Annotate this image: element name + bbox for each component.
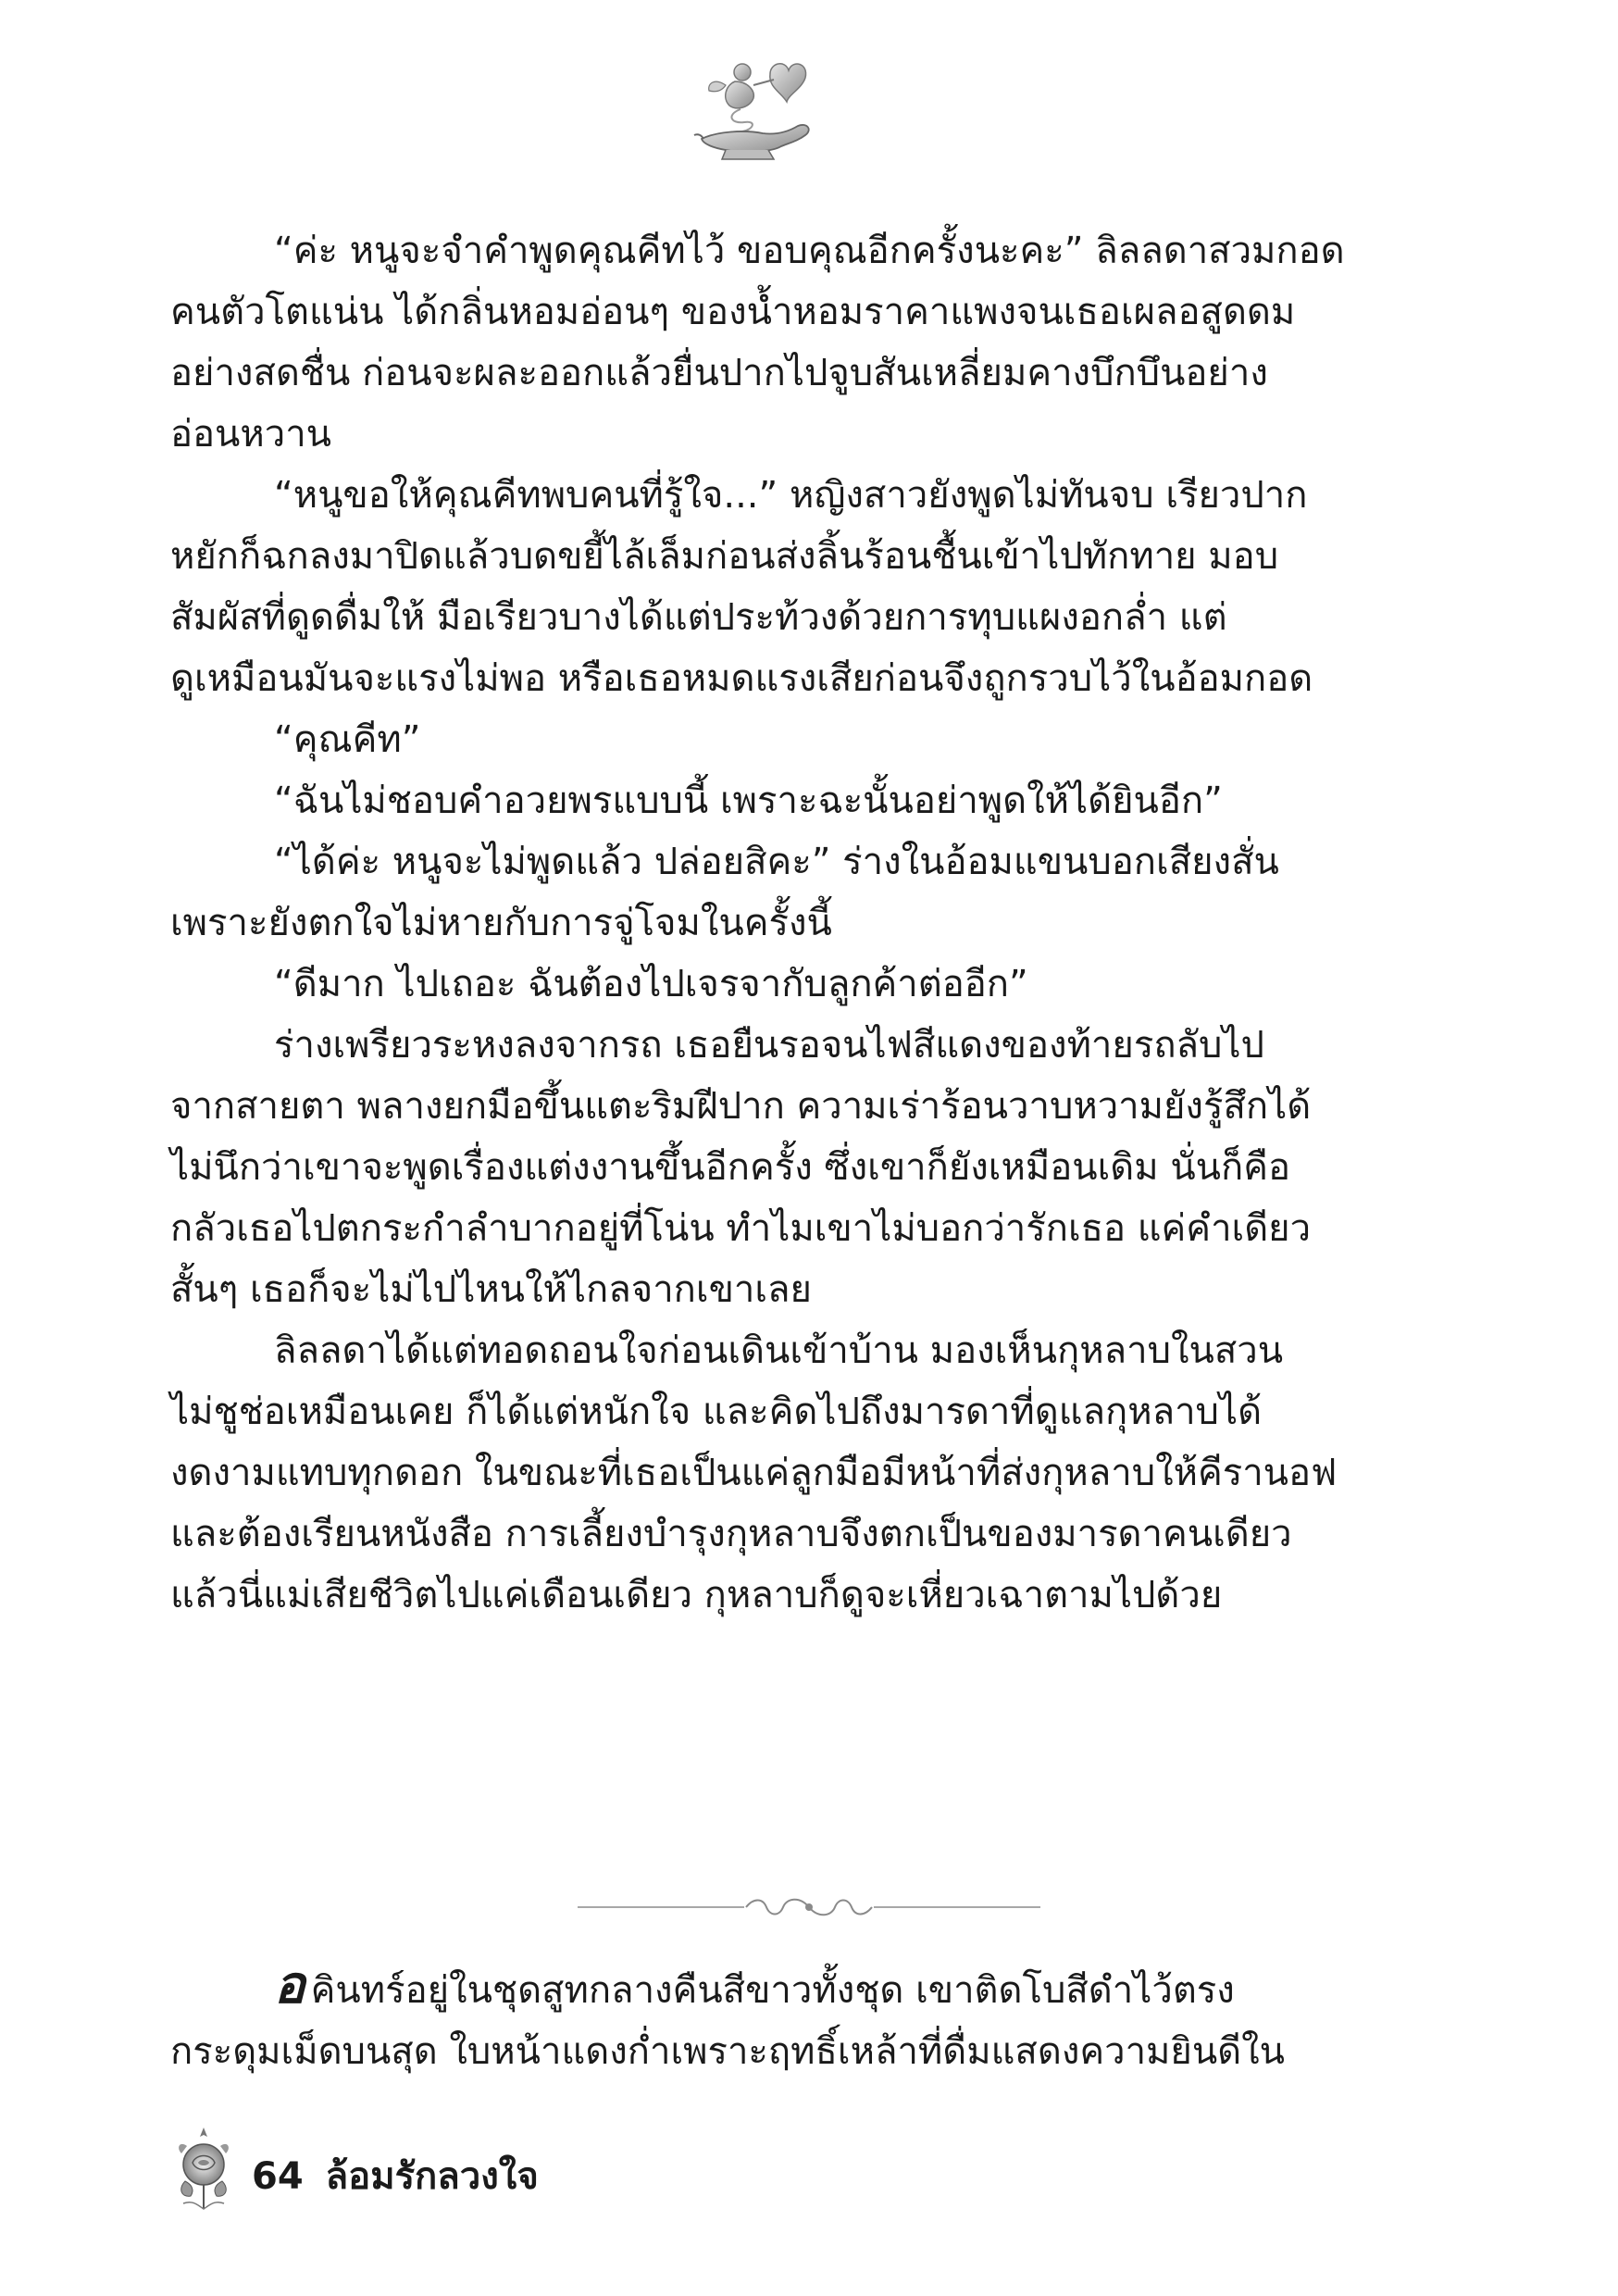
text-line: “ฉันไม่ชอบคำอวยพรแบบนี้ เพราะฉะนั้นอย่าพูดให้ได้ยินอีก”	[274, 780, 1223, 822]
page-footer	[167, 2120, 722, 2222]
text-line: ลิลลดาได้แต่ทอดถอนใจก่อนเดินเข้าบ้าน มองเห็นกุหลาบในสวน	[274, 1329, 1284, 1372]
text-line: ไม่นึกว่าเขาจะพูดเรื่องแต่งงานขึ้นอีกครั้ง ซึ่งเขาก็ยังเหมือนเดิม นั่นก็คือ	[170, 1146, 1290, 1189]
text-line: แล้วนี่แม่เสียชีวิตไปแค่เดือนเดียว กุหลาบก็ดูจะเหี่ยวเฉาตามไปด้วย	[170, 1574, 1223, 1616]
flourish-divider-icon	[578, 1889, 1040, 1926]
text-line: “คุณคีท”	[274, 718, 421, 761]
section-2-line-1: อ คินทร์อยู่ในชุดสูทกลางคืนสีขาวทั้งชุด เขาติดโบสีดำไว้ตรง	[274, 1955, 1235, 2015]
text-line: “ค่ะ หนูจะจำคำพูดคุณคีทไว้ ขอบคุณอีกครั้งนะคะ” ลิลลดาสวมกอด	[274, 230, 1345, 272]
text-line: สัมผัสที่ดูดดื่มให้ มือเรียวบางได้แต่ประท้วงด้วยการทุบแผงอกล่ำ แต่	[170, 596, 1227, 639]
text-line: เพราะยังตกใจไม่หายกับการจู่โจมในครั้งนี้	[170, 902, 832, 944]
text-line: อย่างสดชื่น ก่อนจะผละออกแล้วยื่นปากไปจูบสันเหลี่ยมคางบึกบึนอย่าง	[170, 352, 1268, 394]
text-line: กลัวเธอไปตกระกำลำบากอยู่ที่โน่น ทำไมเขาไม่บอกว่ารักเธอ แค่คำเดียว	[170, 1207, 1312, 1250]
text-line: งดงามแทบทุกดอก ในขณะที่เธอเป็นแค่ลูกมือมีหน้าที่ส่งกุหลาบให้คีรานอฟ	[170, 1452, 1338, 1494]
section-2-text	[170, 1955, 1353, 2082]
text-line: ร่างเพรียวระหงลงจากรถ เธอยืนรอจนไฟสีแดงของท้ายรถลับไป	[274, 1024, 1264, 1067]
text-line: อ่อนหวาน	[170, 413, 332, 455]
text-line: จากสายตา พลางยกมือขึ้นแตะริมฝีปาก ความเร่าร้อนวาบหวามยังรู้สึกได้	[170, 1085, 1312, 1128]
text-line: “ดีมาก ไปเถอะ ฉันต้องไปเจรจากับลูกค้าต่ออีก”	[274, 963, 1028, 1005]
rose-ornament-icon	[167, 2120, 241, 2213]
footer-text	[252, 2153, 561, 2200]
text-line: สั้นๆ เธอก็จะไม่ไปไหนให้ไกลจากเขาเลย	[170, 1268, 812, 1311]
section-2-line-2: กระดุมเม็ดบนสุด ใบหน้าแดงก่ำเพราะฤทธิ์เหล้าที่ดื่มแสดงความยินดีใน	[170, 2030, 1286, 2073]
book-title: ล้อมรักลวงใจ	[325, 2155, 539, 2198]
text-line: ดูเหมือนมันจะแรงไม่พอ หรือเธอหมดแรงเสียก่อนจึงถูกรวบไว้ในอ้อมกอด	[170, 657, 1313, 700]
body-text	[170, 220, 1353, 1626]
text-line: และต้องเรียนหนังสือ การเลี้ยงบำรุงกุหลาบจึงตกเป็นของมารดาคนเดียว	[170, 1513, 1292, 1555]
cupid-lamp-ornament-icon	[689, 54, 818, 163]
text-line: หยักก็ฉกลงมาปิดแล้วบดขยี้ไล้เล็มก่อนส่งลิ้นร้อนชื้นเข้าไปทักทาย มอบ	[170, 535, 1279, 578]
text-line: “ได้ค่ะ หนูจะไม่พูดแล้ว ปล่อยสิคะ” ร่างในอ้อมแขนบอกเสียงสั่น	[274, 841, 1279, 883]
text-line: ไม่ชูช่อเหมือนเคย ก็ได้แต่หนักใจ และคิดไปถึงมารดาที่ดูแลกุหลาบได้	[170, 1391, 1263, 1433]
text-line: คนตัวโตแน่น ได้กลิ่นหอมอ่อนๆ ของน้ำหอมราคาแพงจนเธอเผลอสูดดม	[170, 291, 1296, 333]
page-number: 64	[252, 2155, 304, 2198]
text-line: “หนูขอให้คุณคีทพบคนที่รู้ใจ...” หญิงสาวยังพูดไม่ทันจบ เรียวปาก	[274, 474, 1308, 517]
drop-cap: อ	[274, 1955, 305, 2015]
